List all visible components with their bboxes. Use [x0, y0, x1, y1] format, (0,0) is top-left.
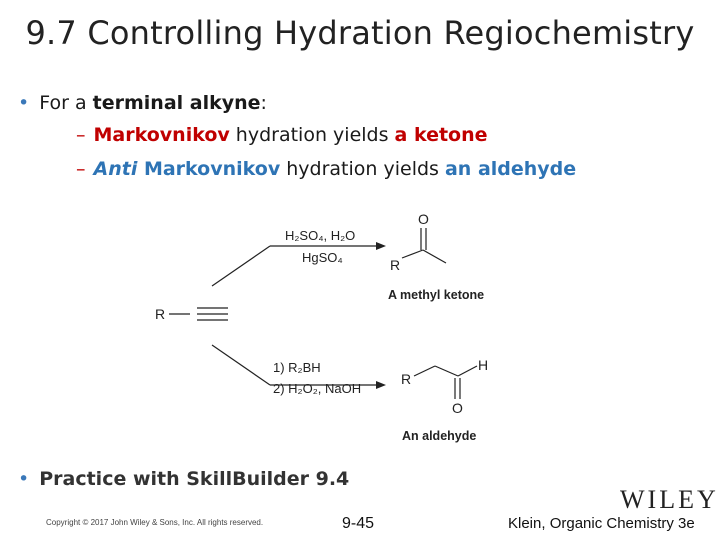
bullet-text-bold: terminal alkyne — [92, 92, 261, 114]
practice-bullet — [18, 468, 349, 490]
page-number: 9-45 — [342, 515, 375, 532]
practice-text: Practice with SkillBuilder 9.4 — [39, 468, 350, 490]
bullet-terminal-alkyne — [18, 88, 576, 118]
top-arrow-head — [376, 242, 386, 250]
aldehyde-r-bond — [414, 366, 435, 376]
sub-bullet-anti-markovnikov — [76, 152, 576, 186]
ketone-methyl-bond — [423, 250, 446, 263]
top-arrow-diagonal — [212, 246, 270, 286]
aldehyde-ch-bond — [435, 366, 458, 376]
slide-title: 9.7 Controlling Hydration Regiochemistry — [25, 14, 695, 52]
aldehyde-h-bond — [458, 366, 477, 376]
bullet-list — [18, 88, 576, 186]
bullet-text-suffix: : — [260, 92, 267, 114]
bullet-dot: • — [18, 468, 30, 490]
dash-marker: – — [76, 124, 86, 146]
copyright-notice: Copyright © 2017 John Wiley & Sons, Inc. All rights reserved. — [46, 518, 264, 527]
reactant-r-label: R — [155, 306, 166, 322]
wiley-logo: WILEY — [620, 485, 719, 514]
anti-markovnikov-term: Markovnikov — [137, 158, 281, 180]
anti-term: Anti — [93, 158, 138, 180]
bottom-arrow-diagonal — [212, 345, 270, 385]
aldehyde-oxygen: O — [452, 400, 463, 416]
bullet-text-prefix: For a — [39, 92, 93, 114]
sub1-mid-text: hydration yields — [229, 124, 395, 146]
ketone-r-link — [402, 250, 423, 258]
aldehyde-h-label: H — [478, 357, 489, 373]
ketone-product-text: a ketone — [394, 124, 488, 146]
bullet-dot: • — [18, 92, 30, 114]
sub2-mid-text: hydration yields — [280, 158, 445, 180]
ketone-oxygen: O — [418, 211, 429, 227]
ketone-label: A methyl ketone — [388, 288, 485, 302]
book-citation: Klein, Organic Chemistry 3e — [508, 515, 695, 532]
aldehyde-r-label: R — [401, 371, 412, 387]
reaction-scheme — [140, 200, 530, 460]
dash-marker: – — [76, 158, 86, 180]
top-reagent-2: HgSO₄ — [302, 250, 343, 265]
sub-bullet-markovnikov — [76, 118, 576, 152]
bottom-arrow-head — [376, 381, 386, 389]
bottom-reagent-2: 2) H₂O₂, NaOH — [273, 381, 362, 396]
aldehyde-label: An aldehyde — [402, 429, 477, 443]
aldehyde-product-text: an aldehyde — [444, 158, 577, 180]
ketone-r-label: R — [390, 257, 401, 273]
top-reagent-1: H₂SO₄, H₂O — [285, 228, 356, 243]
bottom-reagent-1: 1) R₂BH — [273, 360, 321, 375]
markovnikov-term: Markovnikov — [93, 124, 230, 146]
